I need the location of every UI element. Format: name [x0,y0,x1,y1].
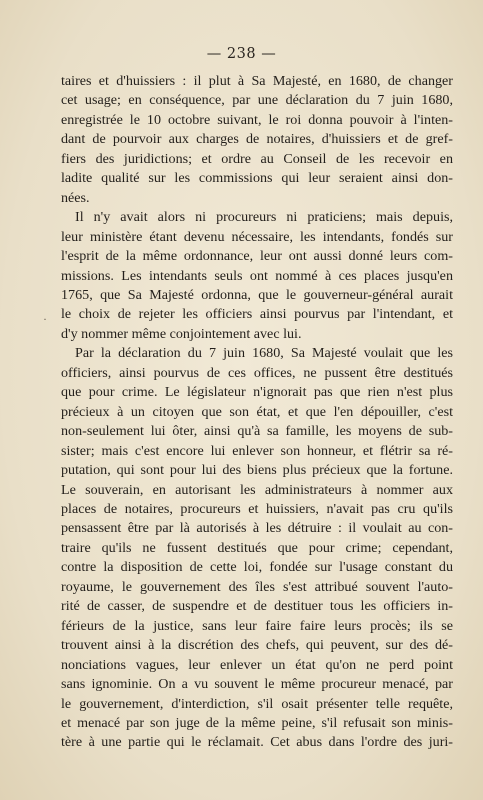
text-line: le choix de rejeter les officiers ainsi pourvus par l'intendant, et [61,306,453,323]
text-line: non-seulement lui ôter, ainsi qu'à sa famille, les moyens de sub- [61,423,453,440]
text-line: trouvent ainsi à la discrétion des chefs, qui peuvent, sur des dé- [61,637,453,654]
text-line: d'y nommer même conjointement avec lui. [61,325,302,342]
text-line: Il n'y avait alors ni procureurs ni praticiens; mais depuis, [75,209,453,226]
text-line: contre la disposition de cette loi, fondée sur l'usage constant du [61,559,453,576]
text-line: férieurs de la justice, sans leur faire faire leurs procès; ils se [61,617,453,634]
text-line: taires et d'huissiers : il plut à Sa Majesté, en 1680, de changer [61,73,453,89]
page-number: — 238 — [206,46,277,62]
text-line: officiers, ainsi pourvus de ces offices, ne pussent être destitués [61,364,453,381]
text-line: ladite qualité sur les commissions qui leur seraient ainsi don- [61,170,453,187]
text-line: que pour crime. Le législateur n'ignorait pas que rien n'est plus [61,384,453,401]
text-line: l'esprit de la même ordonnance, leur ont aussi donné leurs com- [61,248,453,265]
text-line: putation, qui sont pour lui des biens plus précieux que la fortune. [61,462,453,479]
text-line: royaume, le gouvernement des îles s'est attribué souvent l'auto- [61,578,453,595]
text-line: nonciations vagues, leur enlever un état qu'on ne perd point [61,656,453,673]
text-line: nées. [61,189,90,206]
text-line: tère à une partie qui le réclamait. Cet abus dans l'ordre des juri- [61,734,453,751]
text-line: traire qu'ils ne fussent destitués que pour crime; cependant, [61,539,453,556]
text-line: fiers des juridictions; et ordre au Conseil de les recevoir en [61,150,453,167]
text-line: pensassent être par là autorisés à les détruire : il voulait au con- [61,520,453,537]
text-line: leur ministère étant devenu nécessaire, les intendants, fondés sur [61,228,453,245]
text-line: Le souverain, en autorisant les administrateurs à nommer aux [61,481,453,498]
text-line: sister; mais c'est encore lui enlever son honneur, et flétrir sa ré- [61,442,453,459]
text-line: précieux à un citoyen que son état, et que l'en dépouiller, c'est [61,403,453,420]
text-line: places de notaires, procureurs et huissiers, n'avait pas cru qu'ils [61,500,453,517]
text-line: enregistrée le 10 octobre suivant, le roi donna pouvoir à l'inten- [61,111,453,128]
text-line: le gouvernement, d'interdiction, s'il osait présenter telle requête, [61,695,453,712]
text-line: dant de pourvoir aux charges de notaires, d'huissiers et de gref- [61,131,453,148]
text-line: cet usage; en conséquence, par une déclaration du 7 juin 1680, [61,92,453,109]
margin-mark: · [43,312,47,326]
body-text [61,72,453,753]
text-line: Par la déclaration du 7 juin 1680, Sa Majesté voulait que les [75,345,453,362]
text-line: rité de casser, de suspendre et de destituer tous les officiers in- [61,598,453,615]
text-line: missions. Les intendants seuls ont nommé à ces places jusqu'en [61,267,453,284]
text-line: sans ignominie. On a vu souvent le même procureur menacé, par [61,676,453,693]
text-line: et menacé par son juge de la même peine, s'il refusait son minis- [61,714,453,731]
text-line: 1765, que Sa Majesté ordonna, que le gouverneur-général aurait [61,286,453,303]
